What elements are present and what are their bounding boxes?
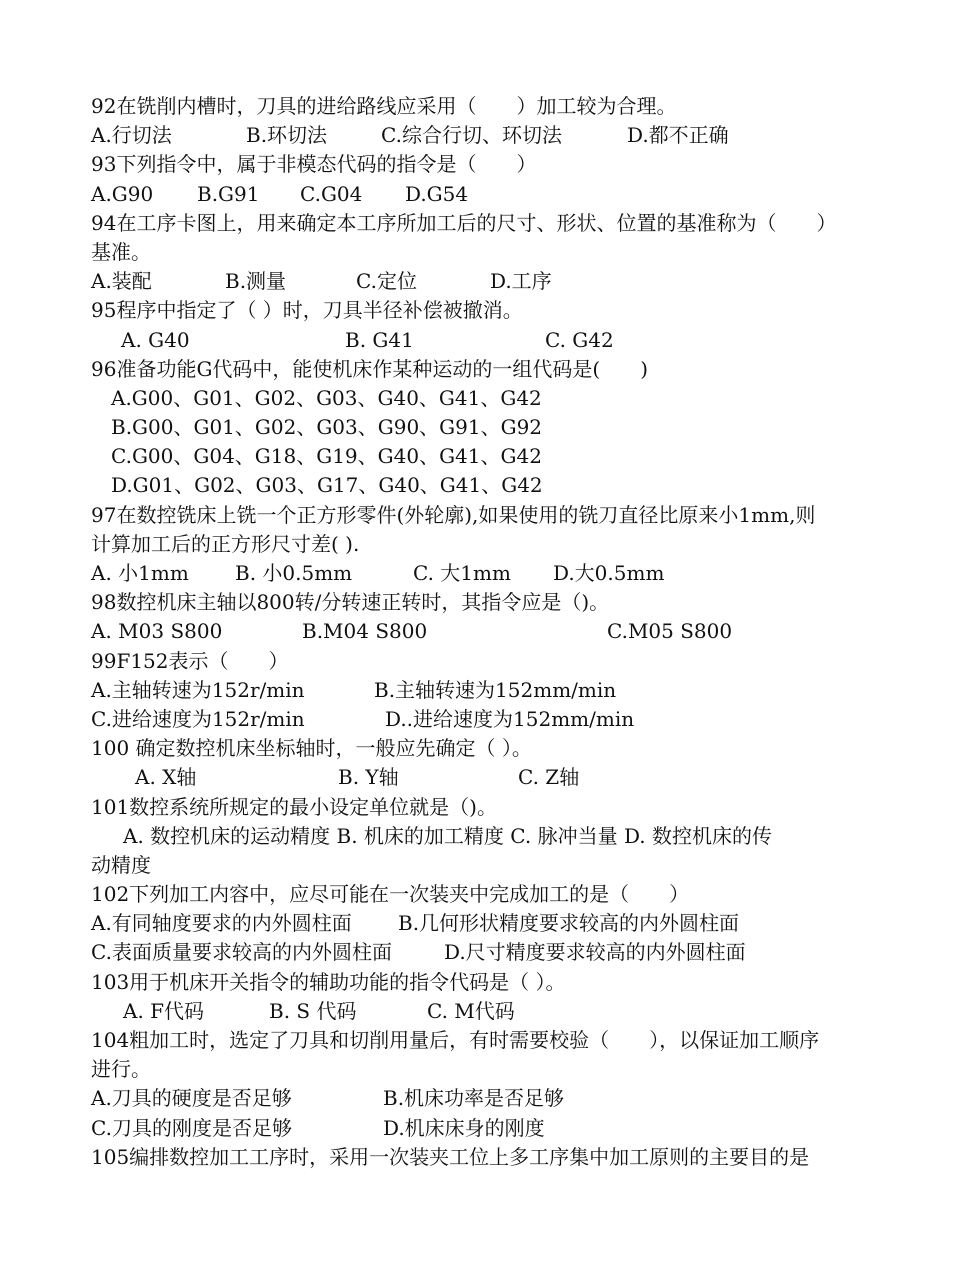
q92-options (91, 121, 901, 150)
q104-option-c: C.刀具的刚度是否足够 (91, 1115, 292, 1140)
q94-stem-line2: 基准。 (91, 239, 151, 264)
q95-option-b: B. G41 (345, 327, 414, 352)
q104-option-b: B.机床功率是否足够 (383, 1086, 565, 1111)
q100-option-c: C. Z轴 (518, 765, 580, 790)
q97-options (91, 559, 901, 588)
q103-option-b: B. S 代码 (269, 998, 357, 1023)
q96-option-a: A.G00、G01、G02、G03、G40、G41、G42 (111, 385, 542, 410)
q97-option-c: C. 大1mm (413, 561, 511, 585)
q94-option-a: A.装配 (91, 269, 152, 294)
q100-option-a: A. X轴 (135, 765, 197, 790)
q104-options-row1 (91, 1084, 901, 1113)
q93-option-b: B.G91 (197, 181, 260, 206)
exam-document (91, 92, 901, 1172)
q93-option-a: A.G90 (91, 181, 154, 206)
q93-options (91, 180, 901, 209)
q102-options-row2 (91, 938, 901, 967)
q97-option-d: D.大0.5mm (553, 561, 665, 585)
q99-options-row1 (91, 676, 901, 705)
q102-option-c: C.表面质量要求较高的内外圆柱面 (91, 940, 392, 965)
q104-stem-line2: 进行。 (91, 1057, 151, 1082)
q92-option-d: D.都不正确 (627, 123, 729, 148)
q103-option-a: A. F代码 (123, 998, 205, 1023)
q95-stem: 95程序中指定了（ ）时，刀具半径补偿被撤消。 (91, 298, 523, 323)
q95-option-c: C. G42 (545, 327, 614, 352)
q99-option-b: B.主轴转速为152mm/min (374, 677, 617, 702)
q102-option-d: D.尺寸精度要求较高的内外圆柱面 (444, 940, 746, 965)
q102-option-b: B.几何形状精度要求较高的内外圆柱面 (398, 911, 740, 936)
q100-stem: 100 确定数控机床坐标轴时，一般应先确定（ ）。 (91, 736, 532, 761)
q104-options-row2 (91, 1114, 901, 1143)
q94-options (91, 267, 901, 296)
q102-options-row1 (91, 909, 901, 938)
q92-option-c: C.综合行切、环切法 (381, 123, 562, 148)
q99-option-d: D..进给速度为152mm/min (385, 706, 635, 731)
q104-stem-line1: 104粗加工时，选定了刀具和切削用量后，有时需要校验（ ），以保证加工顺序 (91, 1028, 820, 1052)
q95-options (91, 326, 901, 355)
q99-stem: 99F152表示（ ） (91, 648, 289, 673)
q102-stem: 102下列加工内容中，应尽可能在一次装夹中完成加工的是（ ） (91, 882, 690, 907)
q103-stem: 103用于机床开关指令的辅助功能的指令代码是（ ）。 (91, 969, 566, 994)
q103-options (91, 997, 901, 1026)
q94-option-d: D.工序 (490, 269, 552, 294)
q98-option-b: B.M04 S800 (302, 619, 428, 644)
q96-option-c: C.G00、G04、G18、G19、G40、G41、G42 (111, 444, 542, 469)
q98-stem: 98数控机床主轴以800转/分转速正转时，其指令应是（)。 (91, 590, 610, 615)
q101-options: A. 数控机床的运动精度 B. 机床的加工精度 C. 脉冲当量 D. 数控机床的传 (123, 823, 772, 848)
q101-options-cont: 动精度 (91, 852, 151, 877)
q99-option-c: C.进给速度为152r/min (91, 706, 305, 731)
q105-stem: 105编排数控加工工序时，采用一次装夹工位上多工序集中加工原则的主要目的是 (91, 1144, 810, 1169)
q104-option-a: A.刀具的硬度是否足够 (91, 1086, 292, 1111)
q101-stem: 101数控系统所规定的最小设定单位就是（)。 (91, 794, 497, 819)
q97-stem-line1: 97在数控铣床上铣一个正方形零件(外轮廓),如果使用的铣刀直径比原来小1mm,则 (91, 502, 816, 527)
q94-stem-line1: 94在工序卡图上，用来确定本工序所加工后的尺寸、形状、位置的基准称为（ ） (91, 210, 837, 235)
q98-option-c: C.M05 S800 (607, 619, 733, 644)
q99-option-a: A.主轴转速为152r/min (91, 677, 305, 702)
q96-option-b: B.G00、G01、G02、G03、G90、G91、G92 (111, 415, 543, 440)
q93-option-c: C.G04 (300, 181, 363, 206)
q100-options (91, 763, 901, 792)
q92-option-a: A.行切法 (91, 123, 172, 148)
q97-stem-line2: 计算加工后的正方形尺寸差( ). (91, 531, 360, 556)
q104-option-d: D.机床床身的刚度 (383, 1115, 545, 1140)
q96-stem: 96准备功能G代码中，能使机床作某种运动的一组代码是( ) (91, 356, 649, 381)
q102-option-a: A.有同轴度要求的内外圆柱面 (91, 911, 352, 936)
q92-option-b: B.环切法 (246, 123, 328, 148)
q92-stem: 92在铣削内槽时，刀具的进给路线应采用（ ）加工较为合理。 (91, 94, 677, 118)
q98-options (91, 617, 901, 646)
q97-option-a: A. 小1mm (91, 561, 189, 585)
q98-option-a: A. M03 S800 (91, 619, 223, 644)
q94-option-c: C.定位 (356, 269, 417, 294)
q99-options-row2 (91, 705, 901, 734)
q93-stem: 93下列指令中，属于非模态代码的指令是（ ） (91, 152, 537, 177)
q93-option-d: D.G54 (405, 181, 469, 206)
q95-option-a: A. G40 (121, 327, 190, 352)
q97-option-b: B. 小0.5mm (235, 561, 353, 585)
q103-option-c: C. M代码 (427, 998, 515, 1023)
q94-option-b: B.测量 (225, 269, 287, 294)
q96-option-d: D.G01、G02、G03、G17、G40、G41、G42 (111, 473, 543, 498)
q100-option-b: B. Y轴 (338, 765, 399, 790)
